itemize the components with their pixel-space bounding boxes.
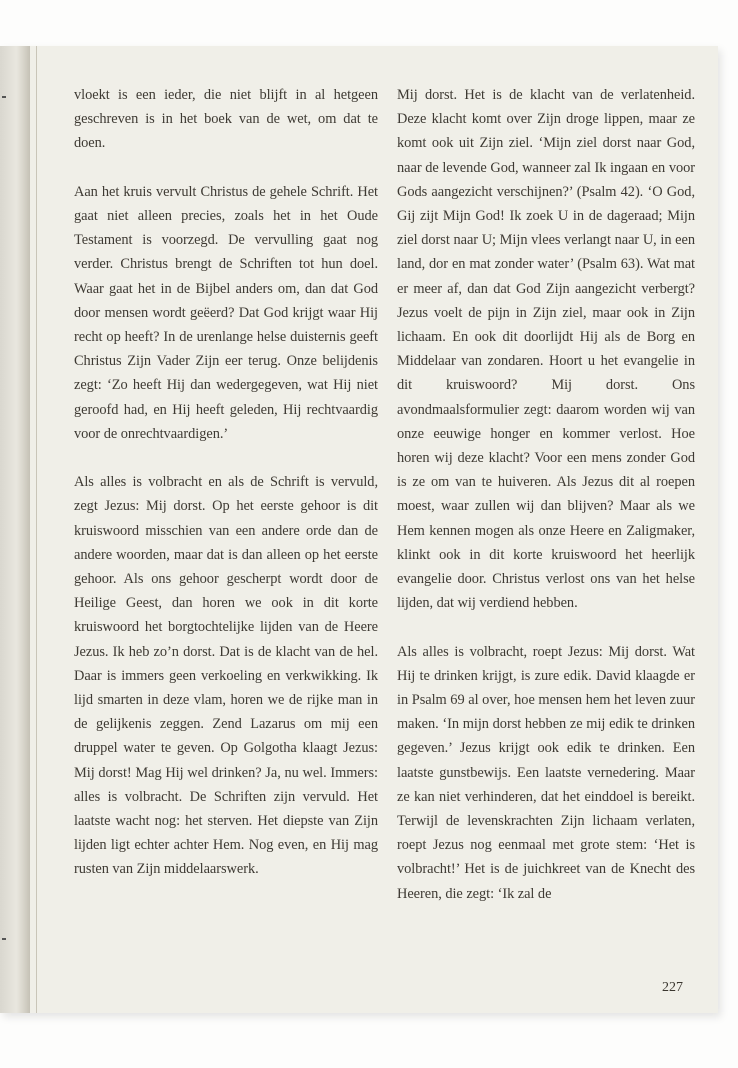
paragraph: Als alles is volbracht, roept Jezus: Mij dorst. Wat Hij te drinken krijgt, is zure edik. David klaagde er in Psalm 69 al over, hoe mensen hem het leven zuur maken. ‘In mijn dorst hebben ze mij edik te drinken gegeven.’ Jezus krijgt ook edik te drinken. Een laatste gunstbewijs. Een laatste vernedering. Maar ze kan niet verhinderen, dat het einddoel is bereikt. Terwijl de levenskrachten Zijn lichaam verlaten, roept Jezus nog eenmaal met grote stem: ‘Het is volbracht!’ Het is de juichkreet van de Knecht des Heeren, die zegt: ‘Ik zal de (397, 643, 695, 902)
paragraph: Als alles is volbracht en als de Schrift is vervuld, zegt Jezus: Mij dorst. Op het eerste gehoor is dit kruiswoord misschien van een andere orde dan de andere woorden, maar dat is dan alleen op het eerste gehoor. Als ons gehoor gescherpt wordt door de Heilige Geest, dan horen we ook in dit korte kruiswoord het borgtochtelijke lijden van de Heere Jezus. Ik heb zo’n dorst. Dat is de klacht van de hel. Daar is immers geen verkoeling en verkwikking. Ik lijd smarten in deze vlam, horen we de rijke man in de gelijkenis zeggen. Zend Lazarus om mij een druppel water te geven. Op Golgotha klaagt Jezus: Mij dorst! Mag Hij wel drinken? Ja, nu wel. Immers: alles is volbracht. De Schriften zijn vervuld. Het laatste wacht nog: het sterven. Het diepste van Zijn lijden ligt echter achter Hem. Nog even, en Hij mag rusten van Zijn middelaarswerk. (74, 474, 378, 878)
page-number: 227 (662, 980, 683, 995)
paragraph: vloekt is een ieder, die niet blijft in al hetgeen geschreven is in het boek van de wet, om dat te doen. (74, 87, 378, 152)
book-binding (0, 46, 30, 1013)
left-text-column (74, 83, 378, 882)
binding-mark (2, 96, 6, 98)
paragraph: Aan het kruis vervult Christus de gehele Schrift. Het gaat niet alleen precies, zoals het in het Oude Testament is voorzegd. De vervulling gaat nog verder. Christus brengt de Schriften tot hun doel. Waar gaat het in de Bijbel anders om, dan dat God door mensen wordt geëerd? Dat God krijgt waar Hij recht op heeft? In de urenlange helse duisternis geeft Christus Zijn Vader Zijn eer terug. Onze belijdenis zegt: ‘Zo heeft Hij dan wedergegeven, wat Hij niet geroofd had, en Hij heeft geleden, Hij rechtvaardig voor de onrechtvaardigen.’ (74, 183, 378, 442)
right-text-column (397, 83, 695, 906)
binding-mark (2, 938, 6, 940)
binding-shadow-line (36, 46, 37, 1013)
paragraph: Mij dorst. Het is de klacht van de verlatenheid. Deze klacht komt over Zijn droge lippen, maar ze komt ook uit Zijn ziel. ‘Mijn ziel dorst naar God, naar de levende God, wanneer zal Ik ingaan en voor Gods aangezicht verschijnen?’ (Psalm 42). ‘O God, Gij zijt Mijn God! Ik zoek U in de dageraad; Mijn ziel dorst naar U; Mijn vlees verlangt naar U, in een land, dor en mat zonder water’ (Psalm 63). Wat mat er meer af, dan dat God Zijn aangezicht verbergt? Jezus voelt de pijn in Zijn ziel, maar ook in Zijn lichaam. En ook dit doorlijdt Hij als de Borg en Middelaar van zondaren. Hoort u het evangelie in dit kruiswoord? Mij dorst. Ons avondmaalsformulier zegt: daarom worden wij van onze eeuwige honger en kommer verlost. Hoe horen wij deze klacht? Voor een mens zonder God is ze om van te huiveren. Als Jezus dit al roepen moest, waar zullen wij dan blijven? Maar als we Hem kennen mogen als onze Heere en Zaligmaker, klinkt ook in dit korte kruiswoord het heerlijk evangelie door. Christus verlost ons van het helse lijden, dat wij verdiend hebben. (397, 87, 695, 612)
